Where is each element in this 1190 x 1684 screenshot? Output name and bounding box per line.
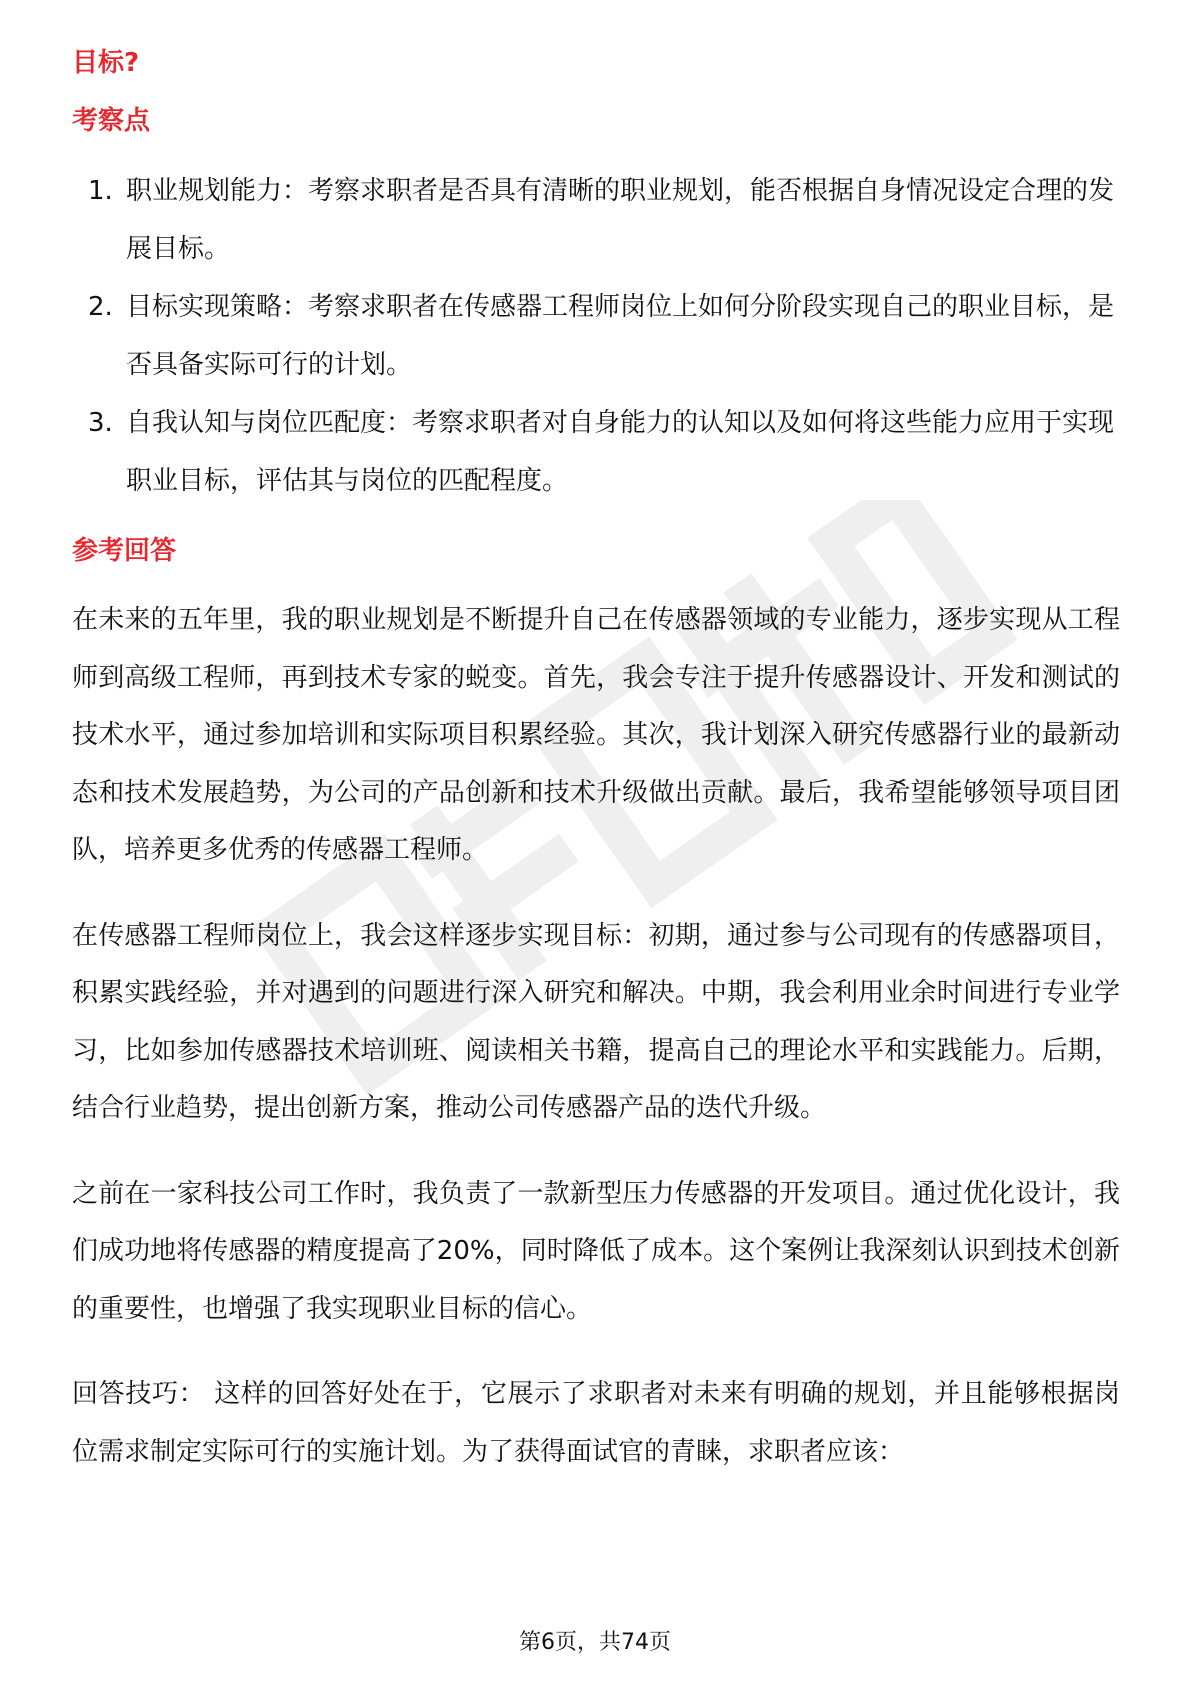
list-item-number: 2.	[88, 292, 113, 322]
answer-tips-paragraph: 回答技巧： 这样的回答好处在于，它展示了求职者对未来有明确的规划，并且能够根据岗位需求制定实际可行的实施计划。为了获得面试官的青睐，求职者应该：	[72, 1379, 1120, 1467]
section-heading-answer: 参考回答	[72, 536, 177, 566]
list-item-number: 1.	[88, 176, 113, 206]
list-item-text: 职业规划能力：考察求职者是否具有清晰的职业规划，能否根据自身情况设定合理的发展目标。	[126, 176, 1115, 264]
list-item	[72, 278, 1120, 394]
list-item	[72, 394, 1120, 510]
points-list	[72, 162, 1120, 510]
list-item-number: 3.	[88, 408, 113, 438]
answer-paragraph: 在未来的五年里，我的职业规划是不断提升自己在传感器领域的专业能力，逐步实现从工程师到高级工程师，再到技术专家的蜕变。首先，我会专注于提升传感器设计、开发和测试的技术水平，通过参加培训和实际项目积累经验。其次，我计划深入研究传感器行业的最新动态和技术发展趋势，为公司的产品创新和技术升级做出贡献。最后，我希望能够领导项目团队，培养更多优秀的传感器工程师。	[72, 605, 1120, 865]
section-heading-points: 考察点	[72, 106, 151, 136]
list-item-text: 目标实现策略：考察求职者在传感器工程师岗位上如何分阶段实现自己的职业目标，是否具备实际可行的计划。	[126, 292, 1115, 380]
question-tail-heading: 目标?	[72, 48, 140, 78]
list-item	[72, 162, 1120, 278]
list-item-text: 自我认知与岗位匹配度：考察求职者对自身能力的认知以及如何将这些能力应用于实现职业目标，评估其与岗位的匹配程度。	[126, 408, 1115, 496]
content	[72, 44, 1120, 1481]
page-number: 第6页，共74页	[519, 1630, 671, 1655]
answer-paragraph: 之前在一家科技公司工作时，我负责了一款新型压力传感器的开发项目。通过优化设计，我们成功地将传感器的精度提高了20%，同时降低了成本。这个案例让我深刻认识到技术创新的重要性，也增强了我实现职业目标的信心。	[72, 1178, 1120, 1324]
answer-paragraph: 在传感器工程师岗位上，我会这样逐步实现目标：初期，通过参与公司现有的传感器项目，积累实践经验，并对遇到的问题进行深入研究和解决。中期，我会利用业余时间进行专业学习，比如参加传感器技术培训班、阅读相关书籍，提高自己的理论水平和实践能力。后期，结合行业趋势，提出创新方案，推动公司传感器产品的迭代升级。	[72, 920, 1120, 1123]
